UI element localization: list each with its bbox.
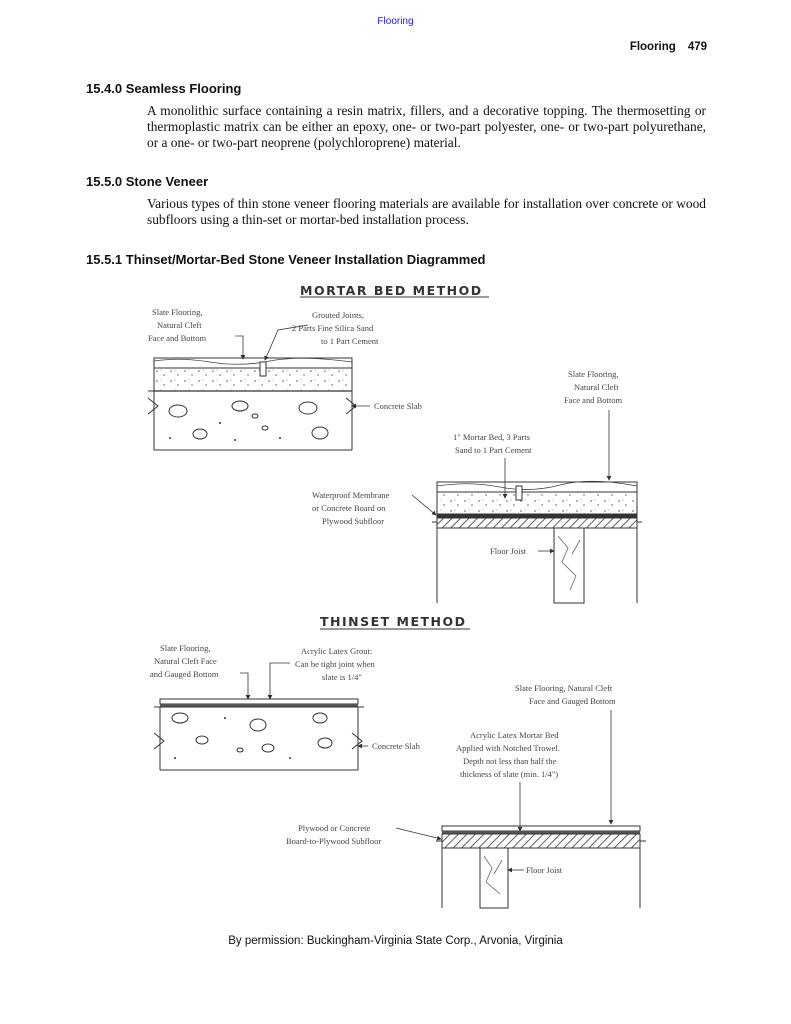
- svg-text:thickness of slate (min. 1/4"): thickness of slate (min. 1/4"): [460, 769, 559, 779]
- svg-text:Depth not less than half the: Depth not less than half the: [463, 756, 557, 766]
- svg-text:Face and Bottom: Face and Bottom: [148, 333, 207, 343]
- svg-text:1" Mortar Bed, 3 Parts: 1" Mortar Bed, 3 Parts: [453, 432, 530, 442]
- svg-text:Slate Flooring,: Slate Flooring,: [152, 307, 203, 317]
- svg-text:to 1 Part Cement: to 1 Part Cement: [321, 336, 379, 346]
- mortar-bed-label: [453, 432, 532, 455]
- thinset-floor-joist-label: Floor Joist: [526, 865, 563, 875]
- svg-text:Plywood or Concrete: Plywood or Concrete: [298, 823, 371, 833]
- mortar-grouted-joints-label: [292, 310, 379, 346]
- mortar-membrane-label: [312, 490, 390, 526]
- thinset-concrete-slab-label: Concrete Slab: [372, 741, 420, 751]
- svg-text:and Gauged Bottom: and Gauged Bottom: [150, 669, 219, 679]
- page-number: 479: [687, 41, 707, 53]
- permission-credit: By permission: Buckingham-Virginia State Corp., Arvonia, Virginia: [228, 935, 563, 947]
- thinset-title: THINSET METHOD: [320, 614, 467, 629]
- svg-text:Slate Flooring,: Slate Flooring,: [568, 369, 619, 379]
- svg-text:Face and Gauged Bottom: Face and Gauged Bottom: [529, 696, 616, 706]
- svg-text:2 Parts Fine Silica Sand: 2 Parts Fine Silica Sand: [292, 323, 374, 333]
- svg-text:Plywood Subfloor: Plywood Subfloor: [322, 516, 385, 526]
- svg-text:Waterproof Membrane: Waterproof Membrane: [312, 490, 390, 500]
- installation-diagram: [140, 278, 660, 913]
- svg-text:Slate Flooring,: Slate Flooring,: [160, 643, 211, 653]
- running-head: [630, 41, 707, 53]
- thinset-latex-bed-label: [456, 730, 560, 779]
- heading-installation-diagram: 15.5.1 Thinset/Mortar-Bed Stone Veneer Installation Diagrammed: [86, 252, 486, 267]
- paragraph-stone-veneer: Various types of thin stone veneer flooring materials are available for installation over concrete or wood subfloors using a thin-set or mortar-bed installation process.: [147, 196, 706, 227]
- mortar-left-slab-drawing: [148, 358, 356, 450]
- mortar-slate-left-label: [148, 307, 206, 343]
- thinset-grout-label: [295, 646, 376, 682]
- svg-text:Applied with Notched Trowel.: Applied with Notched Trowel.: [456, 743, 560, 753]
- mortar-concrete-slab-label: Concrete Slab: [374, 401, 422, 411]
- thinset-left-slab-drawing: [154, 699, 364, 770]
- running-head-title: Flooring: [629, 41, 676, 53]
- svg-text:Acrylic Latex Grout:: Acrylic Latex Grout:: [301, 646, 373, 656]
- mortar-slate-right-label: [564, 369, 622, 405]
- thinset-slate-right-label: [515, 683, 616, 706]
- svg-text:Natural Cleft: Natural Cleft: [574, 382, 619, 392]
- thinset-slate-left-label: [150, 643, 219, 679]
- heading-stone-veneer: 15.5.0 Stone Veneer: [86, 174, 209, 189]
- svg-text:Slate Flooring, Natural Cleft: Slate Flooring, Natural Cleft: [515, 683, 613, 693]
- svg-text:Face and Bottom: Face and Bottom: [564, 395, 623, 405]
- top-flooring-link[interactable]: Flooring: [377, 16, 414, 27]
- mortar-right-floor-drawing: [432, 481, 642, 603]
- svg-text:Sand to 1 Part Cement: Sand to 1 Part Cement: [455, 445, 532, 455]
- svg-text:slate is 1/4": slate is 1/4": [322, 672, 362, 682]
- svg-text:Can be tight joint when: Can be tight joint when: [295, 659, 375, 669]
- svg-text:Board-to-Plywood Subfloor: Board-to-Plywood Subfloor: [286, 836, 382, 846]
- svg-text:or Concrete Board on: or Concrete Board on: [312, 503, 386, 513]
- mortar-bed-title: MORTAR BED METHOD: [300, 283, 483, 298]
- svg-text:Natural Cleft Face: Natural Cleft Face: [154, 656, 217, 666]
- paragraph-seamless-flooring: A monolithic surface containing a resin matrix, fillers, and a decorative topping. The thermosetting or thermoplastic matrix can be either an epoxy, one- or two-part polyester, one- or two-part polyurethane, or a one- or two-part neoprene (polychloroprene) material.: [147, 103, 706, 150]
- thinset-plywood-label: [286, 823, 381, 846]
- svg-text:Grouted Joints,: Grouted Joints,: [312, 310, 364, 320]
- svg-text:Natural Cleft: Natural Cleft: [157, 320, 202, 330]
- svg-text:Acrylic Latex Mortar Bed: Acrylic Latex Mortar Bed: [470, 730, 559, 740]
- mortar-floor-joist-label: Floor Joist: [490, 546, 527, 556]
- heading-seamless-flooring: 15.4.0 Seamless Flooring: [86, 81, 242, 96]
